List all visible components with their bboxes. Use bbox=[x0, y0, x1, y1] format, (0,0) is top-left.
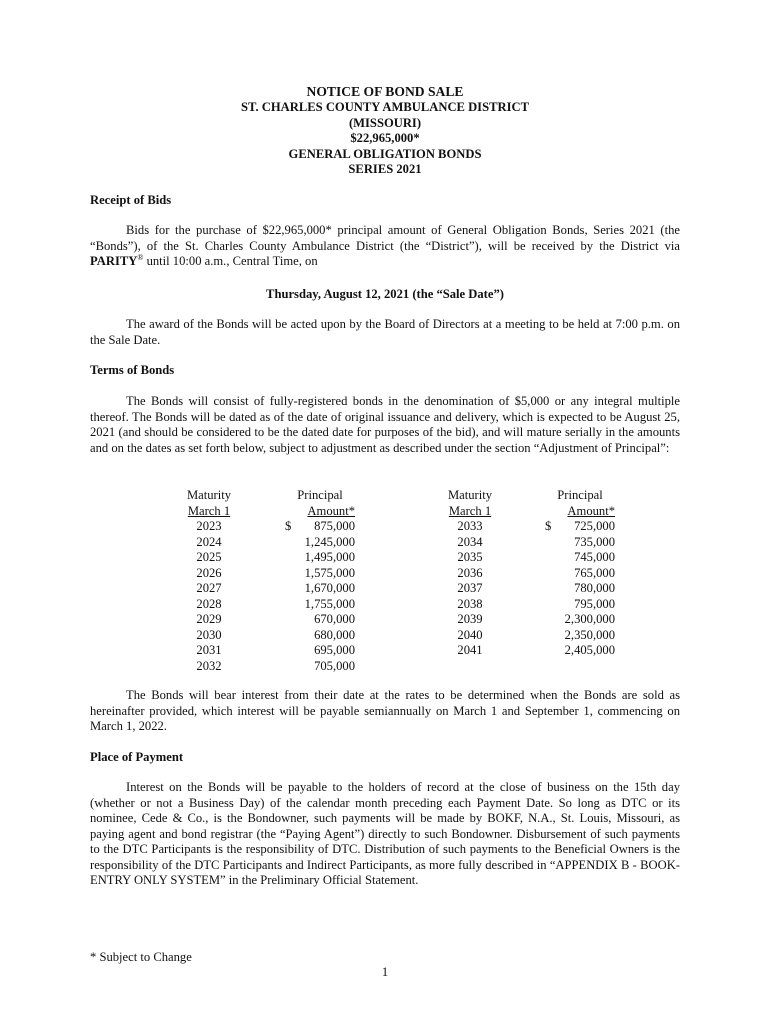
terms-paragraph bbox=[90, 394, 680, 456]
amount-header: Amount* bbox=[567, 503, 615, 518]
table-row bbox=[439, 519, 615, 535]
maturity-year: 2032 bbox=[196, 658, 222, 673]
principal-amount: 695,000 bbox=[314, 643, 355, 657]
table-row bbox=[439, 535, 615, 551]
maturity-table-left bbox=[178, 488, 355, 674]
table-row bbox=[439, 550, 615, 566]
maturity-year: 2027 bbox=[196, 581, 222, 595]
maturity-year: 2030 bbox=[196, 627, 222, 642]
table-row bbox=[178, 535, 355, 551]
principal-amount: 1,755,000 bbox=[304, 596, 355, 611]
principal-amount: 1,245,000 bbox=[304, 534, 355, 549]
amount-header: Amount* bbox=[307, 503, 355, 518]
maturity-year: 2037 bbox=[457, 581, 483, 595]
table-row bbox=[439, 566, 615, 582]
principal-amount: 705,000 bbox=[314, 658, 355, 673]
table-header-row bbox=[178, 504, 355, 520]
march-header: March 1 bbox=[187, 503, 231, 518]
principal-amount: 1,670,000 bbox=[304, 581, 355, 595]
principal-amount: 2,405,000 bbox=[564, 643, 615, 657]
maturity-year: 2029 bbox=[196, 612, 222, 626]
principal-amount: 725,000 bbox=[574, 519, 615, 533]
bond-series: SERIES 2021 bbox=[348, 162, 422, 177]
maturity-year: 2035 bbox=[457, 550, 483, 564]
principal-amount: 2,350,000 bbox=[564, 627, 615, 642]
dollar-sign: $ bbox=[285, 519, 292, 533]
interest-paragraph bbox=[90, 688, 680, 735]
table-row bbox=[178, 612, 355, 628]
march-header: March 1 bbox=[448, 503, 492, 518]
parity-label: PARITY bbox=[90, 254, 138, 268]
award-text: The award of the Bonds will be acted upon by the Board of Directors at a meeting to be held at 7:00 p.m. on the Sale Date. bbox=[90, 317, 680, 347]
table-row bbox=[439, 628, 615, 644]
table-row bbox=[178, 519, 355, 535]
maturity-year: 2039 bbox=[457, 612, 483, 626]
maturity-year: 2031 bbox=[196, 643, 222, 657]
receipt-text-b: until 10:00 a.m., Central Time, on bbox=[143, 254, 318, 268]
table-header-row bbox=[439, 504, 615, 520]
award-paragraph bbox=[90, 317, 680, 348]
principal-amount: 765,000 bbox=[574, 565, 615, 580]
terms-text: The Bonds will consist of fully-registered bonds in the denomination of $5,000 or any integral multiple thereof. The Bonds will be dated as of the date of original issuance and delivery, which is expected to be August 25, 2021 (and should be considered to be the dated date for purposes of the bid), and will mature serially in the amounts and on the dates as set forth below, subject to adjustment as described under the section “Adjustment of Principal”: bbox=[90, 394, 680, 455]
maturity-year: 2036 bbox=[457, 565, 483, 580]
table-row bbox=[178, 581, 355, 597]
maturity-year: 2026 bbox=[196, 565, 222, 580]
principal-header: Principal bbox=[297, 488, 343, 502]
table-row bbox=[178, 643, 355, 659]
interest-text: The Bonds will bear interest from their date at the rates to be determined when the Bonds are sold as hereinafter provided, which interest will be payable semiannually on March 1 and September 1, commencing on March 1, 2022. bbox=[90, 688, 680, 733]
issuer-state: (MISSOURI) bbox=[348, 115, 422, 130]
principal-amount: 2,300,000 bbox=[564, 612, 615, 626]
place-of-payment-heading: Place of Payment bbox=[90, 750, 184, 764]
principal-amount-cell bbox=[545, 519, 615, 535]
principal-amount-cell bbox=[285, 519, 355, 535]
principal-header: Principal bbox=[557, 488, 603, 502]
table-row bbox=[178, 566, 355, 582]
table-row bbox=[178, 550, 355, 566]
maturity-year: 2038 bbox=[457, 596, 483, 611]
issuer-name: ST. CHARLES COUNTY AMBULANCE DISTRICT bbox=[241, 100, 529, 114]
dollar-sign: $ bbox=[545, 519, 552, 533]
receipt-text-a: Bids for the purchase of $22,965,000* principal amount of General Obligation Bonds, Series 2021 (the “Bonds”), of the St. Charles County Ambulance District (the “District”), will be received by the District via bbox=[90, 223, 680, 253]
maturity-year: 2028 bbox=[196, 596, 222, 611]
maturity-year: 2024 bbox=[196, 534, 222, 549]
footnote: * Subject to Change bbox=[90, 950, 192, 964]
principal-amount: 680,000 bbox=[314, 627, 355, 642]
principal-amount: 735,000 bbox=[574, 534, 615, 549]
document-page bbox=[90, 0, 680, 1024]
principal-amount: 745,000 bbox=[574, 550, 615, 564]
principal-amount: 875,000 bbox=[314, 519, 355, 533]
table-row bbox=[178, 659, 355, 675]
sale-date: Thursday, August 12, 2021 (the “Sale Date”) bbox=[266, 287, 504, 301]
maturity-year: 2025 bbox=[196, 550, 222, 564]
maturity-header: Maturity bbox=[447, 488, 493, 502]
issue-amount: $22,965,000* bbox=[350, 131, 420, 146]
table-header-row bbox=[439, 488, 615, 504]
maturity-year: 2033 bbox=[457, 519, 483, 533]
receipt-of-bids-paragraph bbox=[90, 223, 680, 270]
table-row bbox=[178, 597, 355, 613]
notice-title: NOTICE OF BOND SALE bbox=[306, 84, 464, 99]
terms-of-bonds-heading: Terms of Bonds bbox=[90, 363, 175, 377]
table-row bbox=[439, 597, 615, 613]
payment-paragraph bbox=[90, 780, 680, 889]
maturity-year: 2040 bbox=[457, 627, 483, 642]
principal-amount: 1,575,000 bbox=[304, 565, 355, 580]
principal-amount: 780,000 bbox=[574, 581, 615, 595]
maturity-header: Maturity bbox=[186, 488, 232, 502]
principal-amount: 795,000 bbox=[574, 596, 615, 611]
principal-amount: 1,495,000 bbox=[304, 550, 355, 564]
table-row bbox=[439, 612, 615, 628]
maturity-year: 2041 bbox=[457, 643, 483, 657]
bond-type: GENERAL OBLIGATION BONDS bbox=[288, 146, 482, 161]
table-row bbox=[439, 581, 615, 597]
receipt-of-bids-heading: Receipt of Bids bbox=[90, 193, 172, 207]
page-number: 1 bbox=[381, 965, 389, 979]
table-row bbox=[178, 628, 355, 644]
registered-mark: ® bbox=[137, 252, 144, 262]
principal-amount: 670,000 bbox=[314, 612, 355, 626]
table-row bbox=[439, 643, 615, 659]
notice-header bbox=[90, 84, 680, 178]
maturity-table-right bbox=[439, 488, 615, 659]
maturity-year: 2023 bbox=[196, 519, 222, 533]
table-header-row bbox=[178, 488, 355, 504]
maturity-year: 2034 bbox=[457, 534, 483, 549]
payment-text: Interest on the Bonds will be payable to the holders of record at the close of business on the 15th day (whether or not a Business Day) of the calendar month preceding each Payment Date. So long as DTC or its nominee, Cede & Co., is the Bondowner, such payments will be made by BOKF, N.A., St. Louis, Missouri, as paying agent and bond registrar (the “Paying Agent”) directly to such Bondowner. Disbursement of such payments to the DTC Participants is the responsibility of DTC. Distribution of such payments to the Beneficial Owners is the responsibility of the DTC Participants and Indirect Participants, as more fully described in “APPENDIX B - BOOK-ENTRY ONLY SYSTEM” in the Preliminary Official Statement. bbox=[90, 780, 680, 887]
